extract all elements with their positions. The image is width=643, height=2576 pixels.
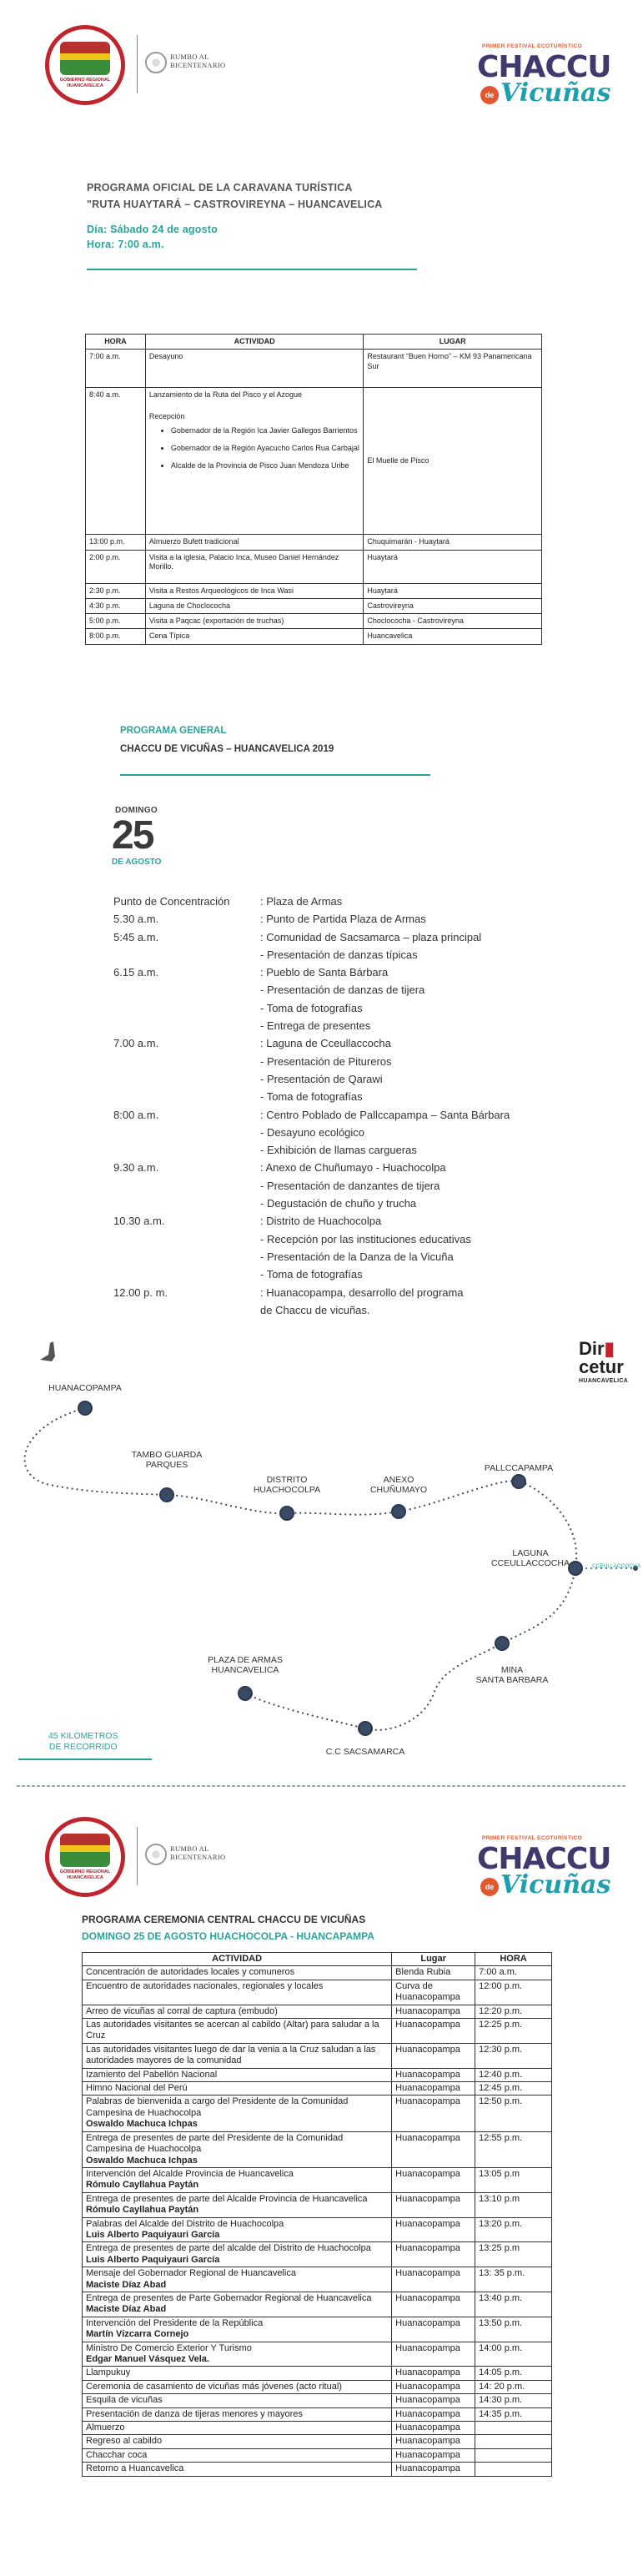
itinerary-desc: : Centro Poblado de Pallccapampa – Santa Bárbara xyxy=(260,1108,510,1121)
brand-de: de xyxy=(480,1878,499,1896)
itinerary-time: Punto de Concentración xyxy=(113,895,230,908)
cell-lugar: Huanacopampa xyxy=(392,2005,475,2018)
cell-actividad: Palabras de bienvenida a cargo del Presidente de la Comunidad Campesina de Huachocolpa Oswaldo Machuca Ichpas xyxy=(83,2096,392,2131)
cell-hora: 14:05 p.m. xyxy=(475,2367,552,2380)
ceremonia-subtitle: DOMINGO 25 DE AGOSTO HUACHOCOLPA - HUANCAPAMPA xyxy=(82,1930,374,1942)
cell-lugar: Huanacopampa xyxy=(392,2082,475,2096)
festival-tag: PRIMER FESTIVAL ECOTURÍSTICO xyxy=(482,43,583,49)
distance-label: 45 KILOMETROS DE RECORRIDO xyxy=(48,1731,118,1752)
regional-seal-logo xyxy=(45,1817,125,1897)
cell-hora: 14:00 p.m. xyxy=(475,2342,552,2367)
cell-hora: 12:20 p.m. xyxy=(475,2005,552,2018)
day-number: 25 xyxy=(112,813,153,858)
cell-lugar: Huanacopampa xyxy=(392,2463,475,2476)
itinerary-time xyxy=(113,1124,260,1141)
cell-actividad: Visita a la iglesia, Palacio Inca, Museo Daniel Hernández Morillo. xyxy=(145,550,364,583)
itinerary-row xyxy=(113,963,510,981)
itinerary-time: 5.30 a.m. xyxy=(113,913,159,926)
itinerary-time xyxy=(113,1265,260,1283)
route-stop-label: TAMBO GUARDA PARQUES xyxy=(131,1450,203,1471)
cell-hora: 13:50 p.m. xyxy=(475,2317,552,2342)
cell-lugar: Choclococha - Castrovireyna xyxy=(364,614,542,629)
cell-hora: 4:30 p.m. xyxy=(86,598,146,613)
cell-lugar: Huanacopampa xyxy=(392,2167,475,2192)
itinerary-desc: de Chaccu de vicuñas. xyxy=(260,1303,370,1316)
itinerary-time xyxy=(113,1088,260,1105)
route-stop-marker xyxy=(78,1401,93,1416)
itinerary-row xyxy=(113,1159,510,1176)
cell-lugar: Huanacopampa xyxy=(392,2407,475,2421)
route-stop-marker xyxy=(358,1721,373,1736)
table-row xyxy=(83,2317,552,2342)
itinerary-desc: - Recepción por las instituciones educativas xyxy=(260,1232,471,1245)
itinerary-desc: - Toma de fotografías xyxy=(260,1090,363,1104)
cell-actividad: Encuentro de autoridades nacionales, regionales y locales xyxy=(83,1980,392,2005)
itinerary-desc: - Toma de fotografías xyxy=(260,1001,363,1014)
cell-hora: 13:10 p.m xyxy=(475,2192,552,2217)
cell-lugar: Castrovireyna xyxy=(364,598,542,613)
cell-actividad: Izamiento del Pabellón Nacional xyxy=(83,2068,392,2081)
cell-hora: 12:50 p.m. xyxy=(475,2096,552,2131)
month-label: DE AGOSTO xyxy=(112,858,162,867)
itinerary-desc: : Plaza de Armas xyxy=(260,895,343,908)
route-stop-marker xyxy=(159,1487,174,1502)
table-row xyxy=(83,2005,552,2018)
page-separator xyxy=(17,1785,626,1787)
bicentenario-text: RUMBO AL BICENTENARIO xyxy=(170,53,226,69)
col-header-actividad: ACTIVIDAD xyxy=(145,335,364,350)
route-stop-marker xyxy=(279,1506,294,1521)
programa-general-title: PROGRAMA GENERAL xyxy=(120,726,227,736)
itinerary-row xyxy=(113,1106,510,1124)
table-row xyxy=(83,2342,552,2367)
route-map xyxy=(0,1310,643,1785)
table-row xyxy=(83,2068,552,2081)
itinerary-row xyxy=(113,1034,510,1052)
table-row xyxy=(83,2422,552,2435)
itinerary-time: 8:00 a.m. xyxy=(113,1108,159,1121)
seal-emblem-icon xyxy=(60,42,110,75)
bicentenario-icon xyxy=(145,52,167,73)
itinerary-row xyxy=(113,1195,510,1212)
cell-hora: 14: 20 p.m. xyxy=(475,2380,552,2393)
cell-actividad: Visita a Restos Arqueológicos de Inca Wasi xyxy=(145,583,364,598)
route-stop-label: MINA SANTA BARBARA xyxy=(475,1665,549,1686)
cell-lugar: Huanacopampa xyxy=(392,2096,475,2131)
itinerary-list xyxy=(113,893,510,1319)
table-row xyxy=(86,583,542,598)
itinerary-desc: - Presentación de danzantes de tijera xyxy=(260,1179,440,1192)
itinerary-row xyxy=(113,1212,510,1230)
route-stop-label: ANEXO CHUÑUMAYO xyxy=(369,1475,428,1496)
itinerary-desc: : Comunidad de Sacsamarca – plaza principal xyxy=(260,930,482,943)
itinerary-row xyxy=(113,1070,510,1088)
cell-hora: 13:40 p.m. xyxy=(475,2292,552,2317)
caravana-time: Hora: 7:00 a.m. xyxy=(87,239,164,250)
route-stop-label: DISTRITO HUACHOCOLPA xyxy=(253,1475,321,1496)
seal-emblem-icon xyxy=(60,1834,110,1867)
itinerary-desc: : Punto de Partida Plaza de Armas xyxy=(260,913,426,926)
brand-chaccu: CHACCU xyxy=(477,50,611,84)
cell-actividad: Palabras del Alcalde del Distrito de Huachocolpa Luis Alberto Paquiyauri García xyxy=(83,2217,392,2242)
cell-actividad: Laguna de Choclococha xyxy=(145,598,364,613)
table-row xyxy=(83,2435,552,2448)
cell-lugar: Huanacopampa xyxy=(392,2043,475,2068)
cell-hora: 13:00 p.m. xyxy=(86,535,146,550)
table-row xyxy=(86,535,542,550)
section2-underline xyxy=(120,774,430,776)
brand-vicunas: Vicuñas xyxy=(500,78,611,108)
itinerary-row xyxy=(113,1177,510,1195)
cell-actividad: Presentación de danza de tijeras menores y mayores xyxy=(83,2407,392,2421)
programa-general-subtitle: CHACCU DE VICUÑAS – HUANCAVELICA 2019 xyxy=(120,744,334,754)
list-item: • Gobernador de la Región Ayacucho Carlos Rua Carbajal xyxy=(171,444,360,453)
itinerary-time: 9.30 a.m. xyxy=(113,1161,159,1175)
cell-hora: 13:05 p.m xyxy=(475,2167,552,2192)
col-header-lugar: LUGAR xyxy=(364,335,542,350)
itinerary-time: 12.00 p. m. xyxy=(113,1285,168,1299)
itinerary-time xyxy=(113,946,260,963)
cell-lugar: Huanacopampa xyxy=(392,2192,475,2217)
itinerary-time xyxy=(113,1177,260,1195)
cell-actividad: Entrega de presentes de parte del alcalde del Distrito de Huachocolpa Luis Alberto Paquiyauri García xyxy=(83,2242,392,2267)
cell-actividad: Intervención del Presidente de la República Martín Vizcarra Cornejo xyxy=(83,2317,392,2342)
col-header-hora: HORA xyxy=(475,1953,552,1966)
cell-actividad: Regreso al cabildo xyxy=(83,2435,392,2448)
cell-actividad: Retorno a Huancavelica xyxy=(83,2463,392,2476)
table-row xyxy=(83,2242,552,2267)
table-row xyxy=(86,350,542,388)
itinerary-time xyxy=(113,1017,260,1034)
itinerary-row xyxy=(113,1230,510,1248)
festival-tag: PRIMER FESTIVAL ECOTURÍSTICO xyxy=(482,1835,583,1841)
cell-actividad: Ceremonia de casamiento de vicuñas más jóvenes (acto ritual) xyxy=(83,2380,392,2393)
itinerary-row xyxy=(113,946,510,963)
table-row xyxy=(83,2463,552,2476)
cell-hora: 2:00 p.m. xyxy=(86,550,146,583)
header-divider xyxy=(137,35,138,93)
itinerary-row xyxy=(113,928,510,946)
itinerary-time xyxy=(113,1070,260,1088)
cell-hora xyxy=(475,2448,552,2462)
cell-actividad: Llampukuy xyxy=(83,2367,392,2380)
table-row xyxy=(83,2096,552,2131)
cell-lugar: Huanacopampa xyxy=(392,2342,475,2367)
itinerary-row xyxy=(113,981,510,999)
cell-actividad: Chacchar coca xyxy=(83,2448,392,2462)
itinerary-desc: - Presentación de Qarawi xyxy=(260,1072,383,1085)
list-item: • Alcalde de la Provincia de Pisco Juan Mendoza Uribe xyxy=(171,461,360,470)
cell-actividad xyxy=(145,388,364,535)
ceremonia-table xyxy=(82,1952,552,2477)
dircetur-logo: Dir▮ cetur HUANCAVELICA xyxy=(579,1338,629,1384)
itinerary-time xyxy=(113,981,260,999)
table-row xyxy=(83,2448,552,2462)
col-header-lugar: Lugar xyxy=(392,1953,475,1966)
itinerary-row xyxy=(113,1053,510,1070)
cell-lugar: Blenda Rubia xyxy=(392,1966,475,1980)
route-stop-marker xyxy=(238,1686,253,1701)
itinerary-desc: : Pueblo de Santa Bárbara xyxy=(260,966,389,979)
table-row xyxy=(83,2217,552,2242)
ceremonia-title: PROGRAMA CEREMONIA CENTRAL CHACCU DE VICUÑAS xyxy=(82,1914,366,1925)
cell-lugar: Restaurant “Buen Horno” – KM 93 Panamericana Sur xyxy=(364,350,542,388)
cell-lugar: Chuquimarán - Huaytará xyxy=(364,535,542,550)
table-row xyxy=(86,388,542,535)
bicentenario-text: RUMBO AL BICENTENARIO xyxy=(170,1844,226,1861)
itinerary-row xyxy=(113,1088,510,1105)
itinerary-desc: - Degustación de chuño y trucha xyxy=(260,1197,417,1210)
itinerary-time xyxy=(113,1141,260,1159)
itinerary-time xyxy=(113,1248,260,1265)
itinerary-desc: - Presentación de la Danza de la Vicuña xyxy=(260,1250,454,1263)
bicentenario-icon xyxy=(145,1844,167,1865)
cell-actividad: Concentración de autoridades locales y comuneros xyxy=(83,1966,392,1980)
table-row xyxy=(83,2292,552,2317)
itinerary-desc: : Anexo de Chuñumayo - Huachocolpa xyxy=(260,1161,446,1175)
caravana-day: Día: Sábado 24 de agosto xyxy=(87,224,218,235)
cell-actividad: Esquila de vicuñas xyxy=(83,2394,392,2407)
cell-actividad: Intervención del Alcalde Provincia de Huancavelica Rómulo Cayllahua Paytán xyxy=(83,2167,392,2192)
itinerary-desc: : Distrito de Huachocolpa xyxy=(260,1215,382,1228)
cell-actividad: Ministro De Comercio Exterior Y Turismo Edgar Manuel Vásquez Vela. xyxy=(83,2342,392,2367)
regional-seal-logo xyxy=(45,25,125,105)
cell-lugar: Huanacopampa xyxy=(392,2242,475,2267)
cell-lugar: Curva de Huanacopampa xyxy=(392,1980,475,2005)
itinerary-time: 6.15 a.m. xyxy=(113,966,159,979)
table-row xyxy=(86,598,542,613)
vicuna-icon xyxy=(40,1341,55,1361)
cell-lugar: Huaytará xyxy=(364,583,542,598)
brand-chaccu: CHACCU xyxy=(477,1842,611,1876)
cell-actividad: Himno Nacional del Perú xyxy=(83,2082,392,2096)
route-stop-label: LAGUNA CCEULLACCOCHA xyxy=(491,1548,570,1569)
cell-actividad: Arreo de vicuñas al corral de captura (embudo) xyxy=(83,2005,392,2018)
itinerary-desc: - Entrega de presentes xyxy=(260,1019,371,1033)
page-header xyxy=(0,17,643,142)
itinerary-time xyxy=(113,999,260,1017)
itinerary-row xyxy=(113,893,510,910)
weekday-label: DOMINGO xyxy=(115,806,158,815)
caravana-schedule-table xyxy=(85,334,542,645)
cell-lugar: Huanacopampa xyxy=(392,2422,475,2435)
distance-underline xyxy=(18,1758,152,1760)
cell-hora: 5:00 p.m. xyxy=(86,614,146,629)
seal-text: GOBIERNO REGIONAL HUANCAVELICA xyxy=(59,1869,111,1880)
route-stop-marker xyxy=(495,1636,510,1651)
list-item: • Gobernador de la Región Ica Javier Gallegos Barrientos xyxy=(171,426,360,435)
itinerary-row xyxy=(113,910,510,928)
itinerary-row xyxy=(113,1284,510,1301)
itinerary-row xyxy=(113,1141,510,1159)
cell-lugar: Huanacopampa xyxy=(392,2217,475,2242)
cell-actividad: Entrega de presentes de Parte Gobernador Regional de Huancavelica Maciste Díaz Abad xyxy=(83,2292,392,2317)
cell-lugar: Huanacopampa xyxy=(392,2394,475,2407)
cell-actividad: Cena Típica xyxy=(145,629,364,644)
itinerary-time: 7.00 a.m. xyxy=(113,1037,159,1050)
table-row xyxy=(86,614,542,629)
route-stop-label: PLAZA DE ARMAS HUANCAVELICA xyxy=(208,1655,283,1676)
table-row xyxy=(83,2192,552,2217)
cell-lugar: Huanacopampa xyxy=(392,2317,475,2342)
cell-actividad: Entrega de presentes de parte del Presidente de la Comunidad Campesina de Huachocolpa Oswaldo Machuca Ichpas xyxy=(83,2131,392,2167)
brand-vicunas: Vicuñas xyxy=(500,1870,611,1899)
itinerary-time xyxy=(113,1053,260,1070)
cell-lugar: Huanacopampa xyxy=(392,2435,475,2448)
cell-hora xyxy=(475,2435,552,2448)
route-stop-marker xyxy=(391,1504,406,1519)
cell-lugar: Huanacopampa xyxy=(392,2367,475,2380)
cell-hora: 14:35 p.m. xyxy=(475,2407,552,2421)
recepcion-label: Recepción xyxy=(148,411,185,420)
table-row xyxy=(83,2131,552,2167)
cell-lugar: Huaytará xyxy=(364,550,542,583)
col-header-actividad: ACTIVIDAD xyxy=(83,1953,392,1966)
table-row xyxy=(83,2394,552,2407)
itinerary-row xyxy=(113,1017,510,1034)
itinerary-desc: - Desayuno ecológico xyxy=(260,1125,365,1139)
seal-text: GOBIERNO REGIONAL HUANCAVELICA xyxy=(59,78,111,88)
cell-hora: 2:30 p.m. xyxy=(86,583,146,598)
recepcion-list xyxy=(171,426,360,471)
table-header-row xyxy=(83,1953,552,1966)
itinerary-desc: - Exhibición de llamas cargueras xyxy=(260,1144,417,1157)
table-header-row xyxy=(86,335,542,350)
cell-hora: 12:30 p.m. xyxy=(475,2043,552,2068)
cell-lugar: El Muelle de Pisco xyxy=(364,388,542,535)
cell-actividad: Entrega de presentes de parte del Alcalde Provincia de Huancavelica Rómulo Cayllahua Paytán xyxy=(83,2192,392,2217)
itinerary-desc: - Presentación de danzas de tijera xyxy=(260,984,425,997)
cell-hora xyxy=(475,2463,552,2476)
cell-lugar: Huanacopampa xyxy=(392,2131,475,2167)
table-row xyxy=(83,2082,552,2096)
cell-lugar: Huanacopampa xyxy=(392,2019,475,2044)
table-row xyxy=(83,2367,552,2380)
cell-hora: 13: 35 p.m. xyxy=(475,2267,552,2292)
table-row xyxy=(86,550,542,583)
table-row xyxy=(86,629,542,644)
cell-actividad: Las autoridades visitantes se acercan al cabildo (Altar) para saludar a la Cruz xyxy=(83,2019,392,2044)
cell-hora: 12:25 p.m. xyxy=(475,2019,552,2044)
cell-hora: 7:00 a.m. xyxy=(475,1966,552,1980)
itinerary-desc: - Toma de fotografías xyxy=(260,1268,363,1281)
cell-hora xyxy=(475,2422,552,2435)
cell-actividad: Almuerzo Bufett tradicional xyxy=(145,535,364,550)
itinerary-time: 10.30 a.m. xyxy=(113,1215,165,1228)
route-stop-label: C.C SACSAMARCA xyxy=(325,1747,405,1757)
itinerary-row xyxy=(113,999,510,1017)
itinerary-desc: : Huanacopampa, desarrollo del programa xyxy=(260,1285,464,1299)
header-divider xyxy=(137,1827,138,1885)
table-row xyxy=(83,2407,552,2421)
cell-lugar: Huanacopampa xyxy=(392,2068,475,2081)
cell-actividad: Almuerzo xyxy=(83,2422,392,2435)
cceullaccocha-small-label: CCEULLACCOCHA xyxy=(592,1563,641,1569)
cell-hora: 8:40 a.m. xyxy=(86,388,146,535)
cell-hora: 12:40 p.m. xyxy=(475,2068,552,2081)
itinerary-row xyxy=(113,1265,510,1283)
cell-hora: 14:30 p.m. xyxy=(475,2394,552,2407)
cell-hora: 13:20 p.m. xyxy=(475,2217,552,2242)
cell-hora: 12:45 p.m. xyxy=(475,2082,552,2096)
cell-hora: 13:25 p.m xyxy=(475,2242,552,2267)
cell-hora: 8:00 p.m. xyxy=(86,629,146,644)
itinerary-desc: - Presentación de Pitureros xyxy=(260,1054,392,1068)
cell-actividad: Visita a Paqcac (exportación de truchas) xyxy=(145,614,364,629)
itinerary-time xyxy=(113,1195,260,1212)
activity-text: Lanzamiento de la Ruta del Pisco y el Azogue xyxy=(148,390,303,400)
table-row xyxy=(83,2043,552,2068)
caravana-title-2: "RUTA HUAYTARÁ – CASTROVIREYNA – HUANCAVELICA xyxy=(87,199,383,210)
route-stop-marker xyxy=(511,1474,526,1489)
table-row xyxy=(83,1966,552,1980)
cell-actividad: Desayuno xyxy=(145,350,364,388)
cell-lugar: Huanacopampa xyxy=(392,2380,475,2393)
cell-hora: 7:00 a.m. xyxy=(86,350,146,388)
itinerary-time: 5:45 a.m. xyxy=(113,930,159,943)
table-row xyxy=(83,1980,552,2005)
caravana-title-1: PROGRAMA OFICIAL DE LA CARAVANA TURÍSTICA xyxy=(87,182,353,194)
cell-lugar: Huanacopampa xyxy=(392,2267,475,2292)
itinerary-desc: - Presentación de danzas típicas xyxy=(260,948,418,961)
col-header-hora: HORA xyxy=(86,335,146,350)
table-row xyxy=(83,2267,552,2292)
table-row xyxy=(83,2019,552,2044)
cell-lugar: Huancavelica xyxy=(364,629,542,644)
brand-de: de xyxy=(480,86,499,104)
table-row xyxy=(83,2167,552,2192)
itinerary-desc: : Laguna de Cceullaccocha xyxy=(260,1037,391,1050)
cell-actividad: Mensaje del Gobernador Regional de Huancavelica Maciste Díaz Abad xyxy=(83,2267,392,2292)
cell-actividad: Las autoridades visitantes luego de dar la venia a la Cruz saludan a las autoridades mayores de la comunidad xyxy=(83,2043,392,2068)
table-row xyxy=(83,2380,552,2393)
itinerary-time xyxy=(113,1230,260,1248)
cell-hora: 12:00 p.m. xyxy=(475,1980,552,2005)
itinerary-row xyxy=(113,1248,510,1265)
route-stop-marker xyxy=(568,1561,583,1576)
title-underline xyxy=(87,269,417,270)
route-stop-label: HUANACOPAMPA xyxy=(48,1383,122,1393)
cell-hora: 12:55 p.m. xyxy=(475,2131,552,2167)
route-stop-label: PALLCCAPAMPA xyxy=(484,1463,554,1473)
cell-lugar: Huanacopampa xyxy=(392,2448,475,2462)
cell-lugar: Huanacopampa xyxy=(392,2292,475,2317)
itinerary-row xyxy=(113,1124,510,1141)
